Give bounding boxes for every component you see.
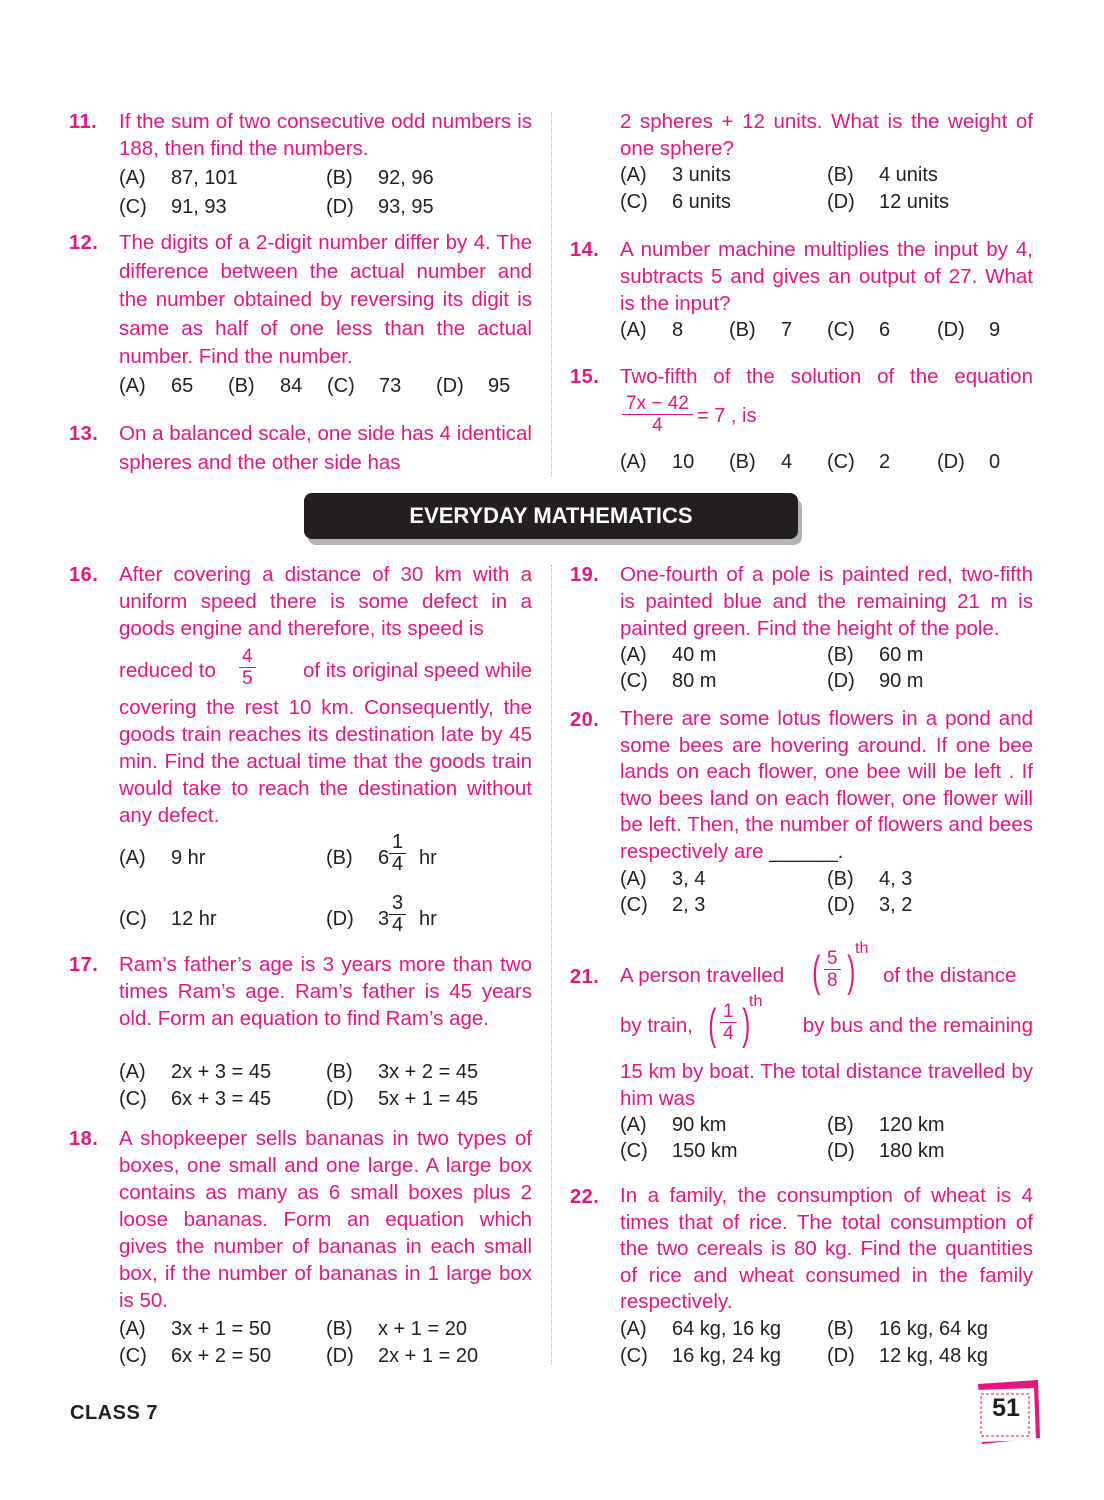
question-text-part1: On a balanced scale, one side has 4 identical spheres and the other side has <box>119 422 532 474</box>
paren-left: ( <box>812 947 821 996</box>
option-c[interactable]: (C) 80 m <box>620 670 717 692</box>
question-text-part1: After covering a distance of 30 km with a uniform speed there is some defect in a goods engine and therefore, its speed is <box>119 563 532 640</box>
question-text-distance: of the distance <box>883 964 1017 987</box>
option-a[interactable]: (A) 2x + 3 = 45 <box>119 1061 272 1083</box>
option-a[interactable]: (A) 3 units <box>620 164 731 186</box>
option-a[interactable]: (A) 3, 4 <box>620 868 706 890</box>
option-d-unit: hr <box>419 908 437 930</box>
question-text-part3: covering the rest 10 km. Consequently, the goods train reaches its destination late by 45 min. Find the actual time that the goods train would take to reach the destination without any defect. <box>119 696 532 827</box>
page-number-badge <box>972 1380 1042 1446</box>
section-banner <box>304 493 798 543</box>
question-text-bus: by bus and the remaining <box>802 1014 1033 1037</box>
option-b[interactable]: (B) 16 kg, 64 kg <box>827 1318 988 1340</box>
question-text-start: A person travelled <box>620 964 785 987</box>
question-text-part2: 2 spheres + 12 units. What is the weight of one sphere? <box>620 110 1033 160</box>
option-b[interactable]: (B) 4 <box>729 451 793 473</box>
equation-tail: = 7 , is <box>697 405 757 427</box>
option-d-fraction: $\frac{3}{4}$ <box>389 893 406 936</box>
option-b[interactable]: (B) 4, 3 <box>827 868 913 890</box>
answer-blank: ______. <box>769 839 844 863</box>
option-b[interactable]: (B) 3x + 2 = 45 <box>326 1061 479 1083</box>
option-b-unit: hr <box>419 847 437 869</box>
option-b[interactable]: (B) 92, 96 <box>326 167 434 189</box>
option-d[interactable]: (D) 12 units <box>827 191 950 213</box>
question-text-while: of its original speed while <box>302 659 532 682</box>
option-c[interactable]: (C) 91, 93 <box>119 196 227 218</box>
fraction-5-8: $\frac{5}{8}$ <box>824 948 841 991</box>
option-d[interactable]: (D) 180 km <box>827 1140 945 1162</box>
column-divider-top <box>551 112 552 477</box>
option-c[interactable]: (C) 16 kg, 24 kg <box>620 1345 781 1367</box>
option-b[interactable]: (B) 120 km <box>827 1114 945 1136</box>
question-number: 22. <box>570 1186 600 1208</box>
option-d[interactable]: (D) 12 kg, 48 kg <box>827 1345 988 1367</box>
option-d[interactable]: (D) 0 <box>937 451 1001 473</box>
option-b-fraction: $\frac{1}{4}$ <box>389 832 406 875</box>
question-number: 21. <box>570 966 600 988</box>
equation-fraction: $\frac{7x - 42}{4}$ <box>622 393 693 436</box>
option-a[interactable]: (A) 3x + 1 = 50 <box>119 1318 272 1340</box>
option-a[interactable]: (A) 8 <box>620 319 684 341</box>
option-c[interactable]: (C) 6 units <box>620 191 731 213</box>
question-number: 18. <box>69 1128 99 1150</box>
option-d[interactable]: (D) 95 <box>436 375 511 397</box>
question-number: 11. <box>69 111 98 133</box>
option-a[interactable]: (A) 10 <box>620 451 695 473</box>
page-number: 51 <box>992 1394 1020 1422</box>
banner-title: EVERYDAY MATHEMATICS <box>409 503 693 528</box>
option-d[interactable]: (D) 3 <box>326 908 390 930</box>
question-number: 19. <box>570 564 600 586</box>
question-text: If the sum of two consecutive odd numbers is 188, then find the numbers. <box>119 110 532 160</box>
option-a[interactable]: (A) 40 m <box>620 644 717 666</box>
option-b[interactable]: (B) 6 <box>326 847 390 869</box>
paren-left-2: ( <box>708 1000 717 1049</box>
option-c[interactable]: (C) 150 km <box>620 1140 738 1162</box>
fraction-1-4: $\frac{1}{4}$ <box>720 1001 737 1044</box>
question-text: The digits of a 2-digit number differ by 4. The difference between the actual number and the number obtained by reversing its digit is same as half of one less than the actual number. Find the number. <box>119 231 532 368</box>
option-c[interactable]: (C) 6 <box>827 319 891 341</box>
option-d[interactable]: (D) 5x + 1 = 45 <box>326 1088 479 1110</box>
question-text: In a family, the consumption of wheat is 4 times that of rice. The total consumption of the two cereals is 80 kg. Find the quantities of rice and wheat consumed in the family respectively. <box>620 1184 1033 1313</box>
option-b[interactable]: (B) 60 m <box>827 644 924 666</box>
option-b[interactable]: (B) 4 units <box>827 164 938 186</box>
option-d[interactable]: (D) 90 m <box>827 670 924 692</box>
option-c[interactable]: (C) 2 <box>827 451 891 473</box>
option-c[interactable]: (C) 6x + 2 = 50 <box>119 1345 272 1367</box>
question-text: There are some lotus flowers in a pond and some bees are hovering around. If one bee lands on each flower, one bee will be left . If two bees land on each flower, one flower will be left. Then, the number of flowers and bees respectively are ______. <box>620 707 1033 863</box>
question-number: 14. <box>570 239 600 261</box>
question-number: 17. <box>69 954 99 976</box>
paren-right: ) <box>847 947 856 996</box>
option-a[interactable]: (A) 65 <box>119 375 194 397</box>
option-b[interactable]: (B) 7 <box>729 319 793 341</box>
option-b[interactable]: (B) 84 <box>228 375 303 397</box>
option-b[interactable]: (B) x + 1 = 20 <box>326 1318 467 1340</box>
question-number: 20. <box>570 709 600 731</box>
option-d[interactable]: (D) 9 <box>937 319 1001 341</box>
option-a[interactable]: (A) 87, 101 <box>119 167 238 189</box>
question-text: A number machine multiplies the input by 4, subtracts 5 and gives an output of 27. What is the input? <box>620 238 1033 315</box>
question-text: Two-fifth of the solution of the equation <box>620 365 1033 388</box>
question-text: Ram’s father’s age is 3 years more than two times Ram’s age. Ram’s father is 45 years old. Form an equation to find Ram’s age. <box>119 953 532 1030</box>
question-text-train: by train, <box>620 1014 693 1037</box>
question-number: 12. <box>69 232 99 254</box>
option-d[interactable]: (D) 3, 2 <box>827 894 913 916</box>
option-c[interactable]: (C) 6x + 3 = 45 <box>119 1088 272 1110</box>
superscript-th: th <box>855 940 869 957</box>
footer-class-label: CLASS 7 <box>70 1402 158 1424</box>
option-a[interactable]: (A) 9 hr <box>119 847 206 869</box>
option-a[interactable]: (A) 90 km <box>620 1114 727 1136</box>
option-d[interactable]: (D) 2x + 1 = 20 <box>326 1345 479 1367</box>
option-d[interactable]: (D) 93, 95 <box>326 196 434 218</box>
speed-fraction: $\frac{4}{5}$ <box>239 646 256 689</box>
option-c[interactable]: (C) 12 hr <box>119 908 217 930</box>
question-text: One-fourth of a pole is painted red, two-fifth is painted blue and the remaining 21 m is painted green. Find the height of the pole. <box>620 563 1033 640</box>
question-number: 15. <box>570 366 600 388</box>
question-text-end: 15 km by boat. The total distance travelled by him was <box>620 1060 1033 1110</box>
question-number: 16. <box>69 564 99 586</box>
option-c[interactable]: (C) 73 <box>327 375 402 397</box>
option-c[interactable]: (C) 2, 3 <box>620 894 706 916</box>
question-number: 13. <box>69 423 99 445</box>
option-a[interactable]: (A) 64 kg, 16 kg <box>620 1318 781 1340</box>
question-text-reduced: reduced to <box>119 659 216 682</box>
column-divider-bottom <box>551 565 552 1365</box>
question-text: A shopkeeper sells bananas in two types of boxes, one small and one large. A large box contains as many as 6 small boxes plus 2 loose bananas. Form an equation which gives the number of bananas in each small box, if the number of bananas in 1 large box is 50. <box>119 1127 532 1312</box>
superscript-th-2: th <box>749 993 763 1010</box>
paren-right-2: ) <box>742 1000 751 1049</box>
